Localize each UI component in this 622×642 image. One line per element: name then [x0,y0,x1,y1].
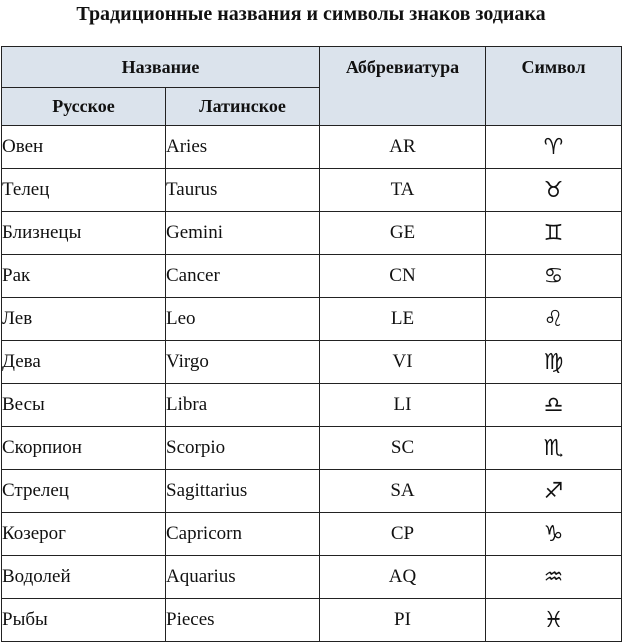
latin-name-cell: Gemini [166,212,320,255]
header-russian: Русское [2,88,166,126]
russian-name-cell: Рыбы [2,599,166,642]
header-abbreviation: Аббревиатура [320,47,486,126]
abbreviation-cell: SA [320,470,486,513]
abbreviation-cell: CP [320,513,486,556]
russian-name-cell: Близнецы [2,212,166,255]
symbol-cell [486,126,622,169]
russian-name-cell: Овен [2,126,166,169]
symbol-cell [486,169,622,212]
table-row [2,427,622,470]
table-row [2,126,622,169]
abbreviation-cell: AR [320,126,486,169]
latin-name-cell: Cancer [166,255,320,298]
symbol-cell [486,513,622,556]
gemini-icon: ♊︎ [543,220,564,246]
latin-name-cell: Aquarius [166,556,320,599]
russian-name-cell: Телец [2,169,166,212]
abbreviation-cell: GE [320,212,486,255]
zodiac-table [1,46,622,642]
latin-name-cell: Pieces [166,599,320,642]
virgo-icon: ♍︎ [543,349,564,375]
table-row [2,470,622,513]
pisces-icon: ♓︎ [543,607,564,633]
abbreviation-cell: TA [320,169,486,212]
header-symbol: Символ [486,47,622,126]
abbreviation-cell: VI [320,341,486,384]
symbol-cell [486,470,622,513]
header-name: Название [2,47,320,88]
table-row [2,212,622,255]
russian-name-cell: Стрелец [2,470,166,513]
symbol-cell [486,341,622,384]
abbreviation-cell: LE [320,298,486,341]
aries-icon: ♈︎ [543,134,564,160]
capricorn-icon: ♑︎ [543,521,564,547]
symbol-cell [486,384,622,427]
scorpio-icon: ♏︎ [543,435,564,461]
abbreviation-cell: SC [320,427,486,470]
symbol-cell [486,599,622,642]
table-row [2,513,622,556]
abbreviation-cell: LI [320,384,486,427]
russian-name-cell: Дева [2,341,166,384]
header-latin: Латинское [166,88,320,126]
russian-name-cell: Скорпион [2,427,166,470]
table-row [2,255,622,298]
russian-name-cell: Козерог [2,513,166,556]
libra-icon: ♎︎ [543,392,564,418]
symbol-cell [486,255,622,298]
latin-name-cell: Sagittarius [166,470,320,513]
table-row [2,599,622,642]
table-row [2,341,622,384]
russian-name-cell: Рак [2,255,166,298]
russian-name-cell: Водолей [2,556,166,599]
latin-name-cell: Capricorn [166,513,320,556]
symbol-cell [486,556,622,599]
latin-name-cell: Scorpio [166,427,320,470]
russian-name-cell: Лев [2,298,166,341]
header-row [2,47,622,88]
abbreviation-cell: PI [320,599,486,642]
latin-name-cell: Aries [166,126,320,169]
table-row [2,169,622,212]
abbreviation-cell: CN [320,255,486,298]
table-row [2,298,622,341]
russian-name-cell: Весы [2,384,166,427]
latin-name-cell: Libra [166,384,320,427]
symbol-cell [486,298,622,341]
abbreviation-cell: AQ [320,556,486,599]
cancer-icon: ♋︎ [543,263,564,289]
symbol-cell [486,212,622,255]
aquarius-icon: ♒︎ [543,564,564,590]
table-row [2,556,622,599]
symbol-cell [486,427,622,470]
taurus-icon: ♉︎ [543,177,564,203]
leo-icon: ♌︎ [543,306,564,332]
sagittarius-icon: ♐︎ [543,478,564,504]
page-title: Традиционные названия и символы знаков зодиака [76,3,546,25]
latin-name-cell: Leo [166,298,320,341]
latin-name-cell: Virgo [166,341,320,384]
table-row [2,384,622,427]
latin-name-cell: Taurus [166,169,320,212]
